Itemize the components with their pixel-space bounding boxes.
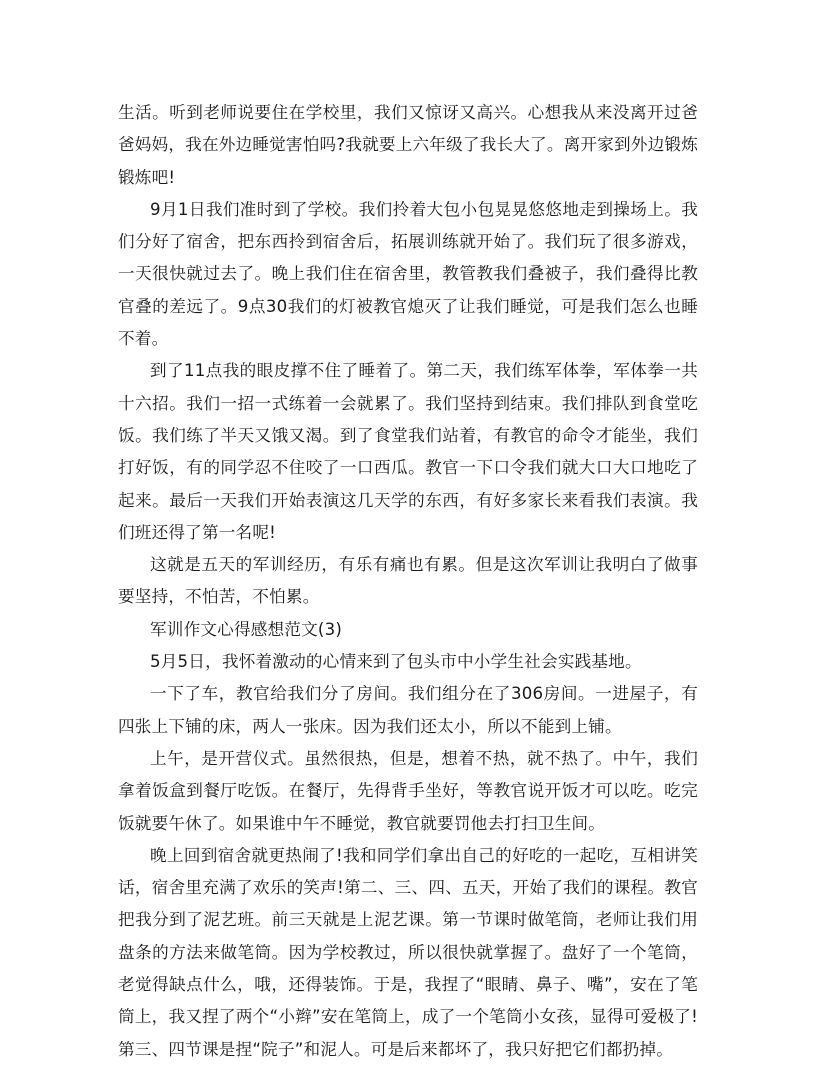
paragraph-7: 上午，是开营仪式。虽然很热，但是，想着不热，就不热了。中午，我们拿着饭盒到餐厅吃饭。在餐厅，先得背手坐好，等教官说开饭才可以吃。吃完饭就要午休了。如果谁中午不睡觉，教官就要罚他去打扫卫生间。 — [118, 748, 698, 833]
paragraph-5: 5月5日，我怀着激动的心情来到了包头市中小学生社会实践基地。 — [150, 652, 642, 672]
paragraph-6: 一下了车，教官给我们分了房间。我们组分在了306房间。一进屋子，有四张上下铺的床，两人一张床。因为我们还太小，所以不能到上铺。 — [118, 684, 698, 736]
paragraph-3: 到了11点我的眼皮撑不住了睡着了。第二天，我们练军体拳，军体拳一共十六招。我们一招一式练着一会就累了。我们坚持到结束。我们排队到食堂吃饭。我们练了半天又饿又渴。到了食堂我们站着，有教官的命令才能坐，我们打好饭，有的同学忍不住咬了一口西瓜。教官一下口令我们就大口大口地吃了起来。最后一天我们开始表演这几天学的东西，有好多家长来看我们表演。我们班还得了第一名呢! — [118, 361, 698, 542]
paragraph-2: 9月1日我们准时到了学校。我们拎着大包小包晃晃悠悠地走到操场上。我们分好了宿舍，把东西拎到宿舍后，拓展训练就开始了。我们玩了很多游戏，一天很快就过去了。晚上我们住在宿舍里，教管教我们叠被子，我们叠得比教官叠的差远了。9点30我们的灯被教官熄灭了让我们睡觉，可是我们怎么也睡不着。 — [118, 199, 698, 349]
paragraph-1: 生活。听到老师说要住在学校里，我们又惊讶又高兴。心想我从来没离开过爸爸妈妈，我在外边睡觉害怕吗?我就要上六年级了我长大了。离开家到外边锻炼锻炼吧! — [118, 103, 698, 187]
paragraph-8: 晚上回到宿舍就更热闹了!我和同学们拿出自己的好吃的一起吃，互相讲笑话，宿舍里充满了欢乐的笑声!第二、三、四、五天，开始了我们的课程。教官把我分到了泥艺班。前三天就是上泥艺课。第一节课时做笔筒，老师让我们用盘条的方法来做笔筒。因为学校教过，所以很快就掌握了。盘好了一个笔筒，老觉得缺点什么，哦，还得装饰。于是，我捏了“眼睛、鼻子、嘴”，安在了笔筒上，我又捏了两个“小辫”安在笔筒上，成了一个笔筒小女孩，显得可爱极了!第三、四节课是捏“院子”和泥人。可是后来都坏了，我只好把它们都扔掉。 — [118, 845, 698, 1059]
paragraph-4: 这就是五天的军训经历，有乐有痛也有累。但是这次军训让我明白了做事要坚持，不怕苦，不怕累。 — [118, 555, 698, 607]
section-heading: 军训作文心得感想范文(3) — [150, 619, 343, 639]
document-body — [118, 97, 698, 1066]
